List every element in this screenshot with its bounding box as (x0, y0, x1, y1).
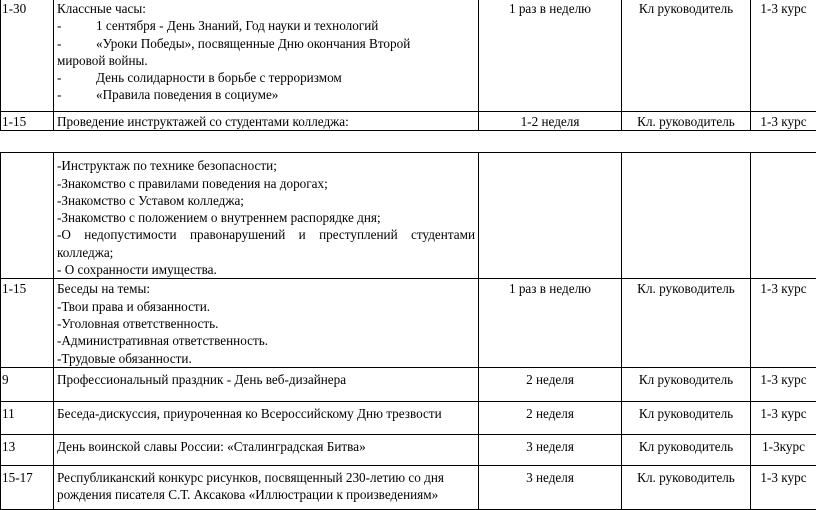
frequency-cell: 3 неделя (479, 434, 622, 465)
event-cell (54, 0, 479, 112)
frequency-cell (479, 153, 622, 279)
list-item: -Знакомство с положением о внутреннем распорядке дня; (57, 209, 475, 226)
list-item-text: 1 сентября - День Знаний, Год науки и технологий (96, 17, 378, 34)
table-row (1, 0, 816, 112)
course-cell: 1-3 курс (751, 401, 816, 434)
event-cell: Беседа-дискуссия, приуроченная ко Всероссийскому Дню трезвости (54, 401, 479, 434)
event-cell (54, 279, 479, 367)
list-item (57, 35, 475, 52)
list-item-text: «Правила поведения в социуме» (96, 86, 278, 103)
event-cell: Проведение инструктажей со студентами колледжа: (54, 112, 479, 131)
list-item: -Знакомство с Уставом колледжа; (57, 192, 475, 209)
frequency-cell: 1-2 неделя (479, 112, 622, 131)
list-item: -Твои права и обязанности. (57, 298, 475, 315)
list-item: - О сохранности имущества. (57, 261, 475, 278)
list-item: -Знакомство с правилами поведения на дорогах; (57, 175, 475, 192)
list-item: -Административная ответственность. (57, 332, 475, 349)
frequency-cell: 1 раз в неделю (479, 279, 622, 367)
course-cell: 1-3 курс (751, 112, 816, 131)
list-item (57, 17, 475, 34)
list-item: -Уголовная ответственность. (57, 315, 475, 332)
list-item: -О недопустимости правонарушений и преступлений студентами колледжа; (57, 226, 475, 261)
course-cell: 1-3 курс (751, 367, 816, 401)
event-cell: Республиканский конкурс рисунков, посвященный 230-летию со дня рождения писателя С.Т. Аксакова «Иллюстрации к произведениям» (54, 465, 479, 509)
list-marker: - (57, 35, 96, 52)
responsible-cell: Кл руководитель (622, 367, 751, 401)
date-cell (1, 153, 54, 279)
responsible-cell: Кл руководитель (622, 434, 751, 465)
table-row (1, 401, 816, 434)
table-row (1, 112, 816, 131)
list-marker: - (57, 17, 96, 34)
frequency-cell: 2 неделя (479, 401, 622, 434)
course-cell: 1-3 курс (751, 0, 816, 112)
event-cell (54, 153, 479, 279)
list-item: -Инструктаж по технике безопасности; (57, 157, 475, 174)
page-break-gap (1, 131, 816, 153)
event-title: Классные часы: (57, 0, 475, 17)
responsible-cell: Кл руководитель (622, 0, 751, 112)
frequency-cell: 3 неделя (479, 465, 622, 509)
date-cell: 15-17 (1, 465, 54, 509)
date-cell: 9 (1, 367, 54, 401)
table-row (1, 367, 816, 401)
table-row (1, 279, 816, 367)
date-cell: 1-15 (1, 279, 54, 367)
course-cell: 1-3курс (751, 434, 816, 465)
event-cell: Профессиональный праздник - День веб-дизайнера (54, 367, 479, 401)
table-row (1, 153, 816, 279)
list-marker: - (57, 86, 96, 103)
frequency-cell: 1 раз в неделю (479, 0, 622, 112)
course-cell (751, 153, 816, 279)
date-cell: 13 (1, 434, 54, 465)
list-item: -Трудовые обязанности. (57, 350, 475, 367)
course-cell: 1-3 курс (751, 279, 816, 367)
responsible-cell: Кл. руководитель (622, 279, 751, 367)
responsible-cell: Кл. руководитель (622, 465, 751, 509)
date-cell: 1-30 (1, 0, 54, 112)
list-marker: - (57, 69, 96, 86)
responsible-cell: Кл руководитель (622, 401, 751, 434)
date-cell: 11 (1, 401, 54, 434)
list-item (57, 86, 475, 103)
responsible-cell: Кл. руководитель (622, 112, 751, 131)
date-cell: 1-15 (1, 112, 54, 131)
table-row (1, 434, 816, 465)
table-row (1, 465, 816, 509)
event-cell: День воинской славы России: «Сталинградская Битва» (54, 434, 479, 465)
list-item (57, 69, 475, 86)
frequency-cell: 2 неделя (479, 367, 622, 401)
list-item-text: День солидарности в борьбе с терроризмом (96, 69, 342, 86)
list-item-text: «Уроки Победы», посвященные Дню окончания Второй (96, 35, 410, 52)
course-cell: 1-3 курс (751, 465, 816, 509)
event-title: Беседы на темы: (57, 280, 475, 297)
list-item-continuation: мировой войны. (57, 52, 475, 69)
responsible-cell (622, 153, 751, 279)
